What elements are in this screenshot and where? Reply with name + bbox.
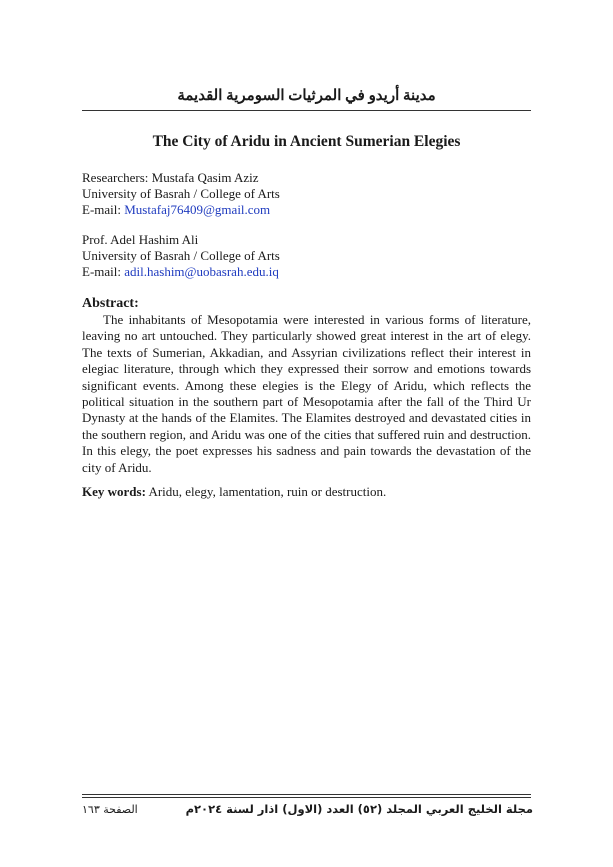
keywords-label: Key words: (82, 484, 146, 499)
author-block-1 (82, 170, 532, 218)
footer-journal-info: مجلة الخليج العربي المجلد (٥٢) العدد (الاول) اذار لسنة ٢٠٢٤م (185, 802, 533, 816)
author-block-2 (82, 232, 532, 280)
email-label: E-mail: (82, 264, 125, 279)
running-header: مدينة أريدو في المرثيات السومرية القديمة (177, 88, 436, 104)
author-affiliation: University of Basrah / College of Arts (82, 248, 280, 263)
author-name: Prof. Adel Hashim Ali (82, 232, 199, 247)
header-rule (82, 110, 531, 111)
author-affiliation: University of Basrah / College of Arts (82, 186, 280, 201)
email-label: E-mail: (82, 202, 125, 217)
author-email-link[interactable]: Mustafaj76409@gmail.com (124, 202, 271, 217)
footer-rule (82, 794, 531, 795)
abstract-body: The inhabitants of Mesopotamia were interested in various forms of literature, leaving no art untouched. They particularly showed great interest in the art of elegy. The texts of Sumerian, Akkadian, and Assyrian civilizations reflect their interest in elegiac literature, through which they expressed their sorrow and emotions towards significant events. Among these elegies is the Elegy of Aridu, which reflects the political situation in the southern part of Mesopotamia after the fall of the Third Ur Dynasty at the hands of the Elamites. The Elamites destroyed and devastated cities in the southern region, and Aridu was one of the cities that suffered ruin and destruction. In this elegy, the poet expresses his sadness and pain towards the devastation of the city of Aridu. (82, 312, 531, 475)
author-email-line (82, 264, 532, 280)
keywords-list: Aridu, elegy, lamentation, ruin or destruction. (145, 484, 387, 499)
keywords (82, 484, 531, 500)
author-name: Researchers: Mustafa Qasim Aziz (82, 170, 259, 185)
footer-page-number: الصفحة ١٦٣ (82, 803, 138, 816)
abstract-heading: Abstract: (82, 296, 139, 311)
author-email-link[interactable]: adil.hashim@uobasrah.edu.iq (124, 264, 279, 279)
article-title: The City of Aridu in Ancient Sumerian Elegies (152, 133, 461, 150)
author-email-line (82, 202, 532, 218)
footer-rule-secondary (82, 797, 531, 798)
